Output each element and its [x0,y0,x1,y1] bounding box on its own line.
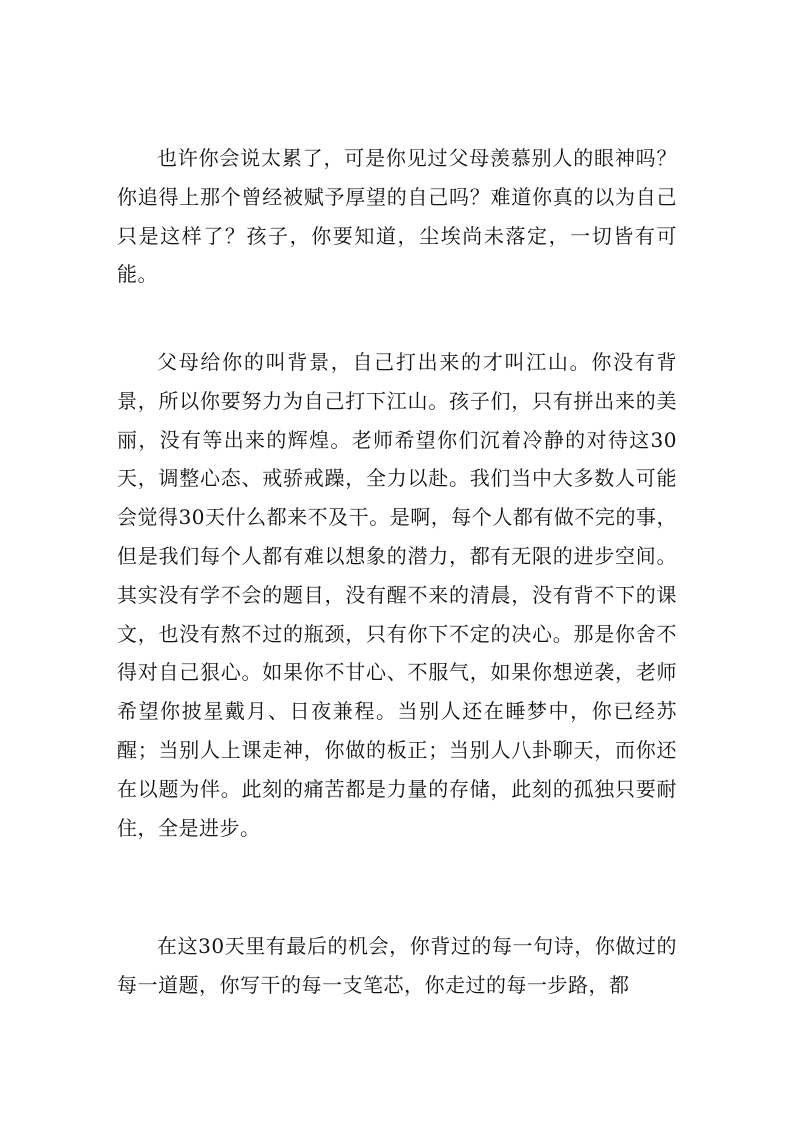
paragraph-1: 也许你会说太累了，可是你见过父母羡慕别人的眼神吗？你追得上那个曾经被赋予厚望的自己吗？难道你真的以为自己只是这样了？孩子，你要知道，尘埃尚未落定，一切皆有可能。 [117,146,677,287]
paragraph-3: 在这30天里有最后的机会，你背过的每一句诗，你做过的每一道题，你写干的每一支笔芯，你走过的每一步路，都 [117,934,677,997]
paragraph-2: 父母给你的叫背景，自己打出来的才叫江山。你没有背景，所以你要努力为自己打下江山。孩子们，只有拼出来的美丽，没有等出来的辉煌。老师希望你们沉着冷静的对待这30天，调整心态、戒骄戒躁，全力以赴。我们当中大多数人可能会觉得30天什么都来不及干。是啊，每个人都有做不完的事，但是我们每个人都有难以想象的潜力，都有无限的进步空间。其实没有学不会的题目，没有醒不来的清晨，没有背不下的课文，也没有熬不过的瓶颈，只有你下不定的决心。那是你舍不得对自己狠心。如果你不甘心、不服气，如果你想逆袭，老师希望你披星戴月、日夜兼程。当别人还在睡梦中，你已经苏醒；当别人上课走神，你做的板正；当别人八卦聊天，而你还在以题为伴。此刻的痛苦都是力量的存储，此刻的孤独只要耐住，全是进步。 [117,350,677,840]
